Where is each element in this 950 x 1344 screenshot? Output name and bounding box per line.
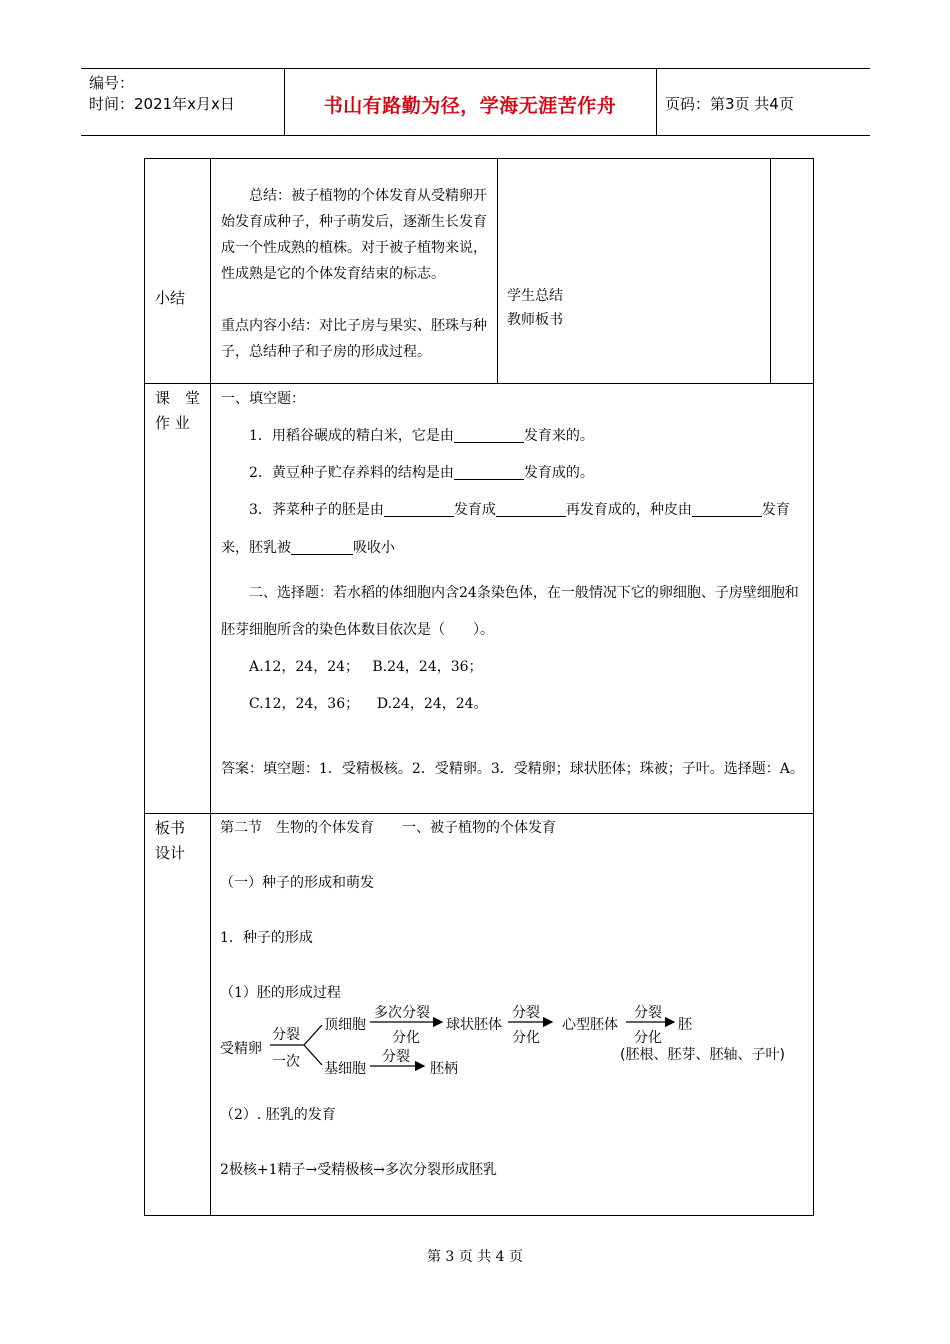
basal-cell-label: 基细胞 bbox=[324, 1061, 366, 1077]
endosperm-formula: 2极核+1精子→受精极核→多次分裂形成胚乳 bbox=[220, 1162, 498, 1178]
question-3-text: 3．荠菜种子的胚是由 bbox=[249, 502, 384, 518]
embryo-label: 胚 bbox=[678, 1017, 692, 1033]
fill-blank-heading: 一、填空题： bbox=[221, 391, 305, 407]
heart-embryo-label: 心型胚体 bbox=[562, 1017, 618, 1033]
split-label-4: 分裂 bbox=[382, 1049, 410, 1065]
split-label-2: 分裂 bbox=[512, 1005, 540, 1021]
question-2-text: 2．黄豆种子贮存养料的结构是由 bbox=[249, 465, 454, 481]
board-subheading-3: （1）胚的形成过程 bbox=[220, 985, 341, 1001]
question-1-text: 1．用稻谷碾成的精白米，它是由 bbox=[249, 428, 454, 444]
time-label: 时间：2021年x月x日 bbox=[89, 95, 235, 113]
summary-key-points: 重点内容小结：对比子房与果实、胚珠与种子，总结种子和子房的形成过程。 bbox=[221, 318, 487, 360]
apical-cell-label: 顶细胞 bbox=[324, 1017, 366, 1033]
zygote-label: 受精卵 bbox=[220, 1041, 262, 1057]
choice-question: 二、选择题：若水稻的体细胞内含24条染色体，在一般情况下它的卵细胞、子房壁细胞和胚芽细胞所含的染色体数目依次是（ ）。 bbox=[221, 585, 799, 638]
page-footer: 第 3 页 共 4 页 bbox=[426, 1249, 524, 1265]
branch-line bbox=[304, 1045, 322, 1065]
homework-label-line2: 作 业 bbox=[155, 414, 190, 432]
header-motto: 书山有路勤为径，学海无涯苦作舟 bbox=[323, 95, 617, 117]
homework-label-line1: 课 堂 bbox=[155, 389, 201, 407]
board-subheading-1: （一）种子的形成和萌发 bbox=[220, 875, 374, 891]
once-label: 一次 bbox=[272, 1054, 300, 1070]
board-subheading-4: （2）. 胚乳的发育 bbox=[220, 1107, 336, 1123]
globular-embryo-label: 球状胚体 bbox=[446, 1017, 502, 1033]
question-3-text: 再发育成的，种皮由 bbox=[565, 502, 692, 518]
branch-line bbox=[304, 1025, 322, 1045]
summary-label: 小结 bbox=[155, 289, 186, 307]
question-3-text: 发育 bbox=[761, 502, 790, 518]
multi-split-label: 多次分裂 bbox=[374, 1005, 430, 1021]
teacher-activity: 教师板书 bbox=[507, 312, 563, 328]
question-3-text: 来，胚乳被 bbox=[221, 540, 291, 556]
header-page-number: 页码：第3页 共4页 bbox=[665, 95, 794, 113]
split-label: 分裂 bbox=[272, 1027, 300, 1043]
question-1-end: 发育来的。 bbox=[523, 428, 594, 444]
board-subheading-2: 1．种子的形成 bbox=[220, 930, 313, 946]
differentiate-label-3: 分化 bbox=[634, 1030, 662, 1046]
question-2-end: 发育成的。 bbox=[523, 465, 594, 481]
option-d: D.24，24，24。 bbox=[376, 696, 488, 712]
board-label-line2: 设计 bbox=[155, 844, 186, 862]
summary-text: 总结：被子植物的个体发育从受精卵开始发育成种子，种子萌发后，逐渐生长发育成一个性成熟的植株。对于被子植物来说，性成熟是它的个体发育结束的标志。 bbox=[221, 188, 487, 282]
embryo-parts-label: (胚根、胚芽、胚轴、子叶) bbox=[620, 1047, 785, 1063]
suspensor-label: 胚柄 bbox=[430, 1061, 458, 1077]
answer-key: 答案：填空题：1．受精极核。2．受精卵。3．受精卵；球状胚体；珠被；子叶。选择题：A。 bbox=[221, 761, 804, 777]
differentiate-label: 分化 bbox=[392, 1030, 420, 1046]
student-activity: 学生总结 bbox=[507, 288, 563, 304]
option-c: C.12，24，36； bbox=[249, 696, 360, 712]
question-3-end: 吸收小 bbox=[353, 540, 395, 556]
number-label: 编号： bbox=[89, 74, 135, 92]
board-title: 第二节 生物的个体发育 一、被子植物的个体发育 bbox=[220, 820, 556, 836]
option-b: B.24，24，36； bbox=[372, 659, 483, 675]
split-label-3: 分裂 bbox=[634, 1005, 662, 1021]
question-3-text: 发育成 bbox=[453, 502, 496, 518]
option-a: A.12，24，24； bbox=[249, 659, 360, 675]
differentiate-label-2: 分化 bbox=[512, 1030, 540, 1046]
board-label-line1: 板书 bbox=[155, 819, 186, 837]
